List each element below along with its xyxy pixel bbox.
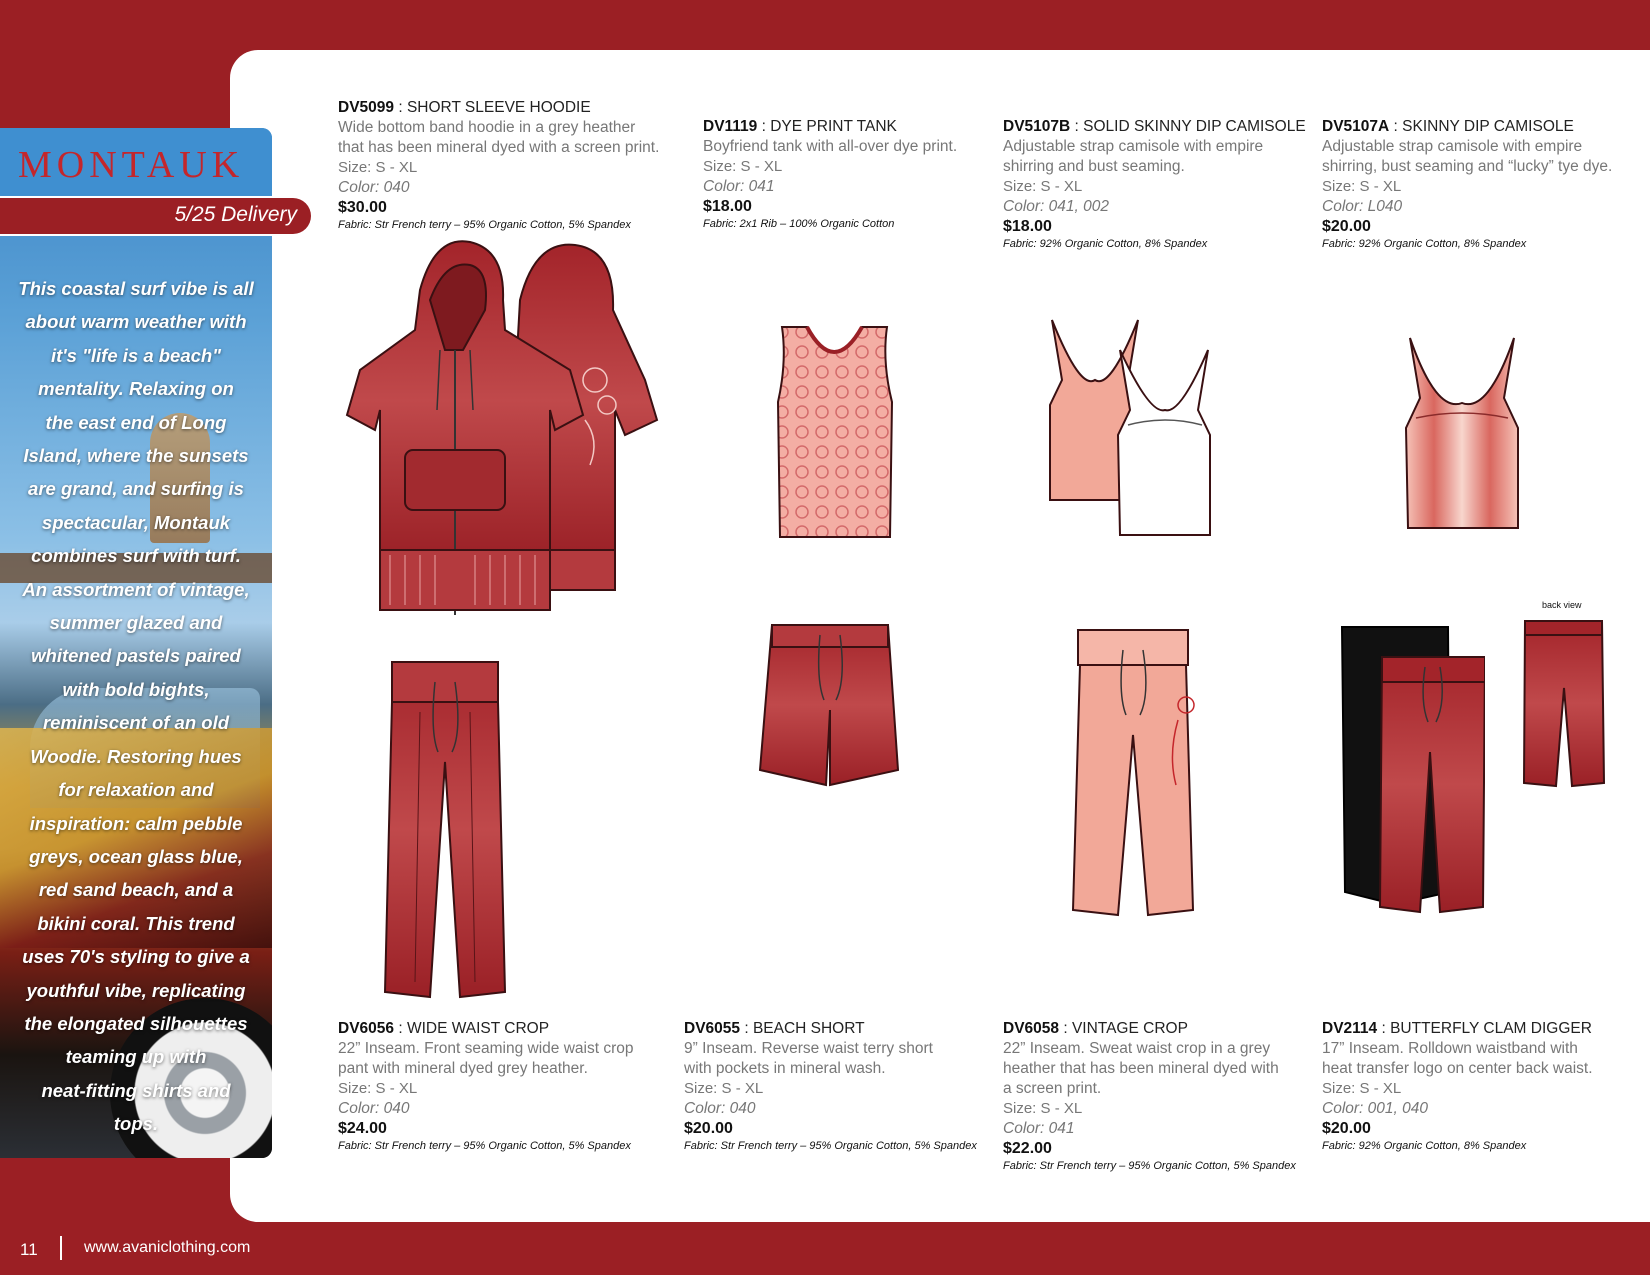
product-title: DV1119 : DYE PRINT TANK bbox=[703, 118, 897, 135]
product-price: $24.00 bbox=[338, 1120, 387, 1137]
product-code: DV2114 bbox=[1322, 1020, 1378, 1037]
delivery-badge bbox=[0, 196, 313, 236]
product-desc: Adjustable strap camisole with empire shirring and bust seaming. bbox=[1003, 138, 1264, 175]
product-price: $20.00 bbox=[1322, 218, 1371, 235]
product-desc: Adjustable strap camisole with empire shirring, bust seaming and “lucky” tye dye. bbox=[1322, 138, 1613, 175]
product-title: DV5107A : SKINNY DIP CAMISOLE bbox=[1322, 118, 1574, 135]
product-dv6056 bbox=[338, 1019, 668, 1153]
product-fabric: Fabric: 2x1 Rib – 100% Organic Cotton bbox=[703, 218, 895, 230]
product-name: BUTTERFLY CLAM DIGGER bbox=[1390, 1020, 1592, 1037]
product-code: DV6056 bbox=[338, 1020, 395, 1037]
product-price: $18.00 bbox=[1003, 218, 1052, 235]
dye-print-tank-sketch bbox=[772, 322, 897, 542]
product-title: DV6056 : WIDE WAIST CROP bbox=[338, 1020, 550, 1037]
product-name: VINTAGE CROP bbox=[1071, 1020, 1188, 1037]
product-code: DV5107B bbox=[1003, 118, 1071, 135]
product-name: SKINNY DIP CAMISOLE bbox=[1402, 118, 1574, 135]
product-dv2114 bbox=[1322, 1019, 1650, 1153]
clam-digger-back-sketch bbox=[1522, 618, 1607, 788]
product-fabric: Fabric: 92% Organic Cotton, 8% Spandex bbox=[1322, 238, 1527, 250]
product-fabric: Fabric: Str French terry – 95% Organic Cotton, 5% Spandex bbox=[1003, 1160, 1296, 1172]
product-desc: 17” Inseam. Rolldown waistband with heat transfer logo on center back waist. bbox=[1322, 1040, 1593, 1077]
product-color: Color: 041 bbox=[1003, 1120, 1075, 1137]
product-dv5107a bbox=[1322, 117, 1650, 251]
solid-camisole-sketch bbox=[1040, 310, 1230, 540]
product-color: Color: 041 bbox=[703, 178, 775, 195]
story-text: This coastal surf vibe is all about warm weather with it's "life is a beach" mentality. Relaxing on the east end of Long Island, where the sunsets are grand, and surfing is spectacular, Montauk combines surf with turf. An assortment of vintage, summer glazed and whitened pastels paired with bold bights, reminiscent of an old Woodie. Restoring hues for relaxation and inspiration: calm pebble greys, ocean glass blue, red sand beach, and a bikini coral. This trend uses 70's styling to give a youthful vibe, replicating the elongated silhouettes teaming up with neat-fitting shirts and tops. bbox=[18, 278, 254, 1135]
product-code: DV5107A bbox=[1322, 118, 1390, 135]
product-size: Size: S - XL bbox=[703, 158, 783, 175]
product-price: $20.00 bbox=[1322, 1120, 1371, 1137]
beach-short-sketch bbox=[758, 620, 903, 790]
product-dv5099 bbox=[338, 98, 668, 232]
product-size: Size: S - XL bbox=[1003, 1100, 1083, 1117]
product-price: $18.00 bbox=[703, 198, 752, 215]
vintage-crop-sketch bbox=[1068, 625, 1198, 920]
footer bbox=[0, 1224, 1650, 1275]
product-title: DV2114 : BUTTERFLY CLAM DIGGER bbox=[1322, 1020, 1592, 1037]
footer-divider bbox=[60, 1236, 62, 1260]
product-color: Color: 041, 002 bbox=[1003, 198, 1109, 215]
page-number: 11 bbox=[20, 1240, 38, 1259]
delivery-date: 5/25 Delivery bbox=[174, 203, 297, 226]
product-title: DV5107B : SOLID SKINNY DIP CAMISOLE bbox=[1003, 118, 1306, 135]
product-name: WIDE WAIST CROP bbox=[406, 1020, 550, 1037]
product-size: Size: S - XL bbox=[1003, 178, 1083, 195]
product-name: SOLID SKINNY DIP CAMISOLE bbox=[1083, 118, 1306, 135]
product-dv5107b bbox=[1003, 117, 1333, 251]
tie-dye-camisole-sketch bbox=[1398, 333, 1526, 533]
product-name: DYE PRINT TANK bbox=[770, 118, 897, 135]
product-title: DV6058 : VINTAGE CROP bbox=[1003, 1020, 1188, 1037]
website-link[interactable]: www.avaniclothing.com bbox=[84, 1239, 251, 1256]
product-fabric: Fabric: Str French terry – 95% Organic Cotton, 5% Spandex bbox=[684, 1140, 977, 1152]
product-color: Color: 001, 040 bbox=[1322, 1100, 1428, 1117]
product-dv1119 bbox=[703, 117, 1033, 231]
product-desc: 9” Inseam. Reverse waist terry short with pockets in mineral wash. bbox=[684, 1040, 933, 1077]
product-size: Size: S - XL bbox=[1322, 1080, 1402, 1097]
product-size: Size: S - XL bbox=[338, 159, 418, 176]
product-fabric: Fabric: 92% Organic Cotton, 8% Spandex bbox=[1003, 238, 1208, 250]
product-desc: 22” Inseam. Front seaming wide waist crop pant with mineral dyed grey heather. bbox=[338, 1040, 634, 1077]
product-color: Color: 040 bbox=[338, 1100, 410, 1117]
product-title: DV5099 : SHORT SLEEVE HOODIE bbox=[338, 99, 591, 116]
product-color: Color: 040 bbox=[684, 1100, 756, 1117]
product-code: DV1119 bbox=[703, 118, 758, 135]
clam-digger-sketch bbox=[1340, 622, 1485, 917]
product-desc: Wide bottom band hoodie in a grey heather that has been mineral dyed with a screen print. bbox=[338, 119, 660, 156]
product-dv6055 bbox=[684, 1019, 1014, 1153]
product-name: SHORT SLEEVE HOODIE bbox=[406, 99, 591, 116]
collection-title: MONTAUK bbox=[18, 144, 245, 186]
product-title: DV6055 : BEACH SHORT bbox=[684, 1020, 865, 1037]
product-color: Color: 040 bbox=[338, 179, 410, 196]
product-fabric: Fabric: Str French terry – 95% Organic Cotton, 5% Spandex bbox=[338, 219, 631, 231]
product-price: $30.00 bbox=[338, 199, 387, 216]
product-size: Size: S - XL bbox=[338, 1080, 418, 1097]
product-code: DV5099 bbox=[338, 99, 395, 116]
product-fabric: Fabric: Str French terry – 95% Organic Cotton, 5% Spandex bbox=[338, 1140, 631, 1152]
wide-waist-crop-sketch bbox=[370, 652, 520, 1012]
product-code: DV6058 bbox=[1003, 1020, 1060, 1037]
product-price: $22.00 bbox=[1003, 1140, 1052, 1157]
product-code: DV6055 bbox=[684, 1020, 741, 1037]
product-desc: 22” Inseam. Sweat waist crop in a grey heather that has been mineral dyed with a screen print. bbox=[1003, 1040, 1279, 1097]
hoodie-sketch bbox=[345, 240, 665, 635]
product-color: Color: L040 bbox=[1322, 198, 1403, 215]
product-fabric: Fabric: 92% Organic Cotton, 8% Spandex bbox=[1322, 1140, 1527, 1152]
product-desc: Boyfriend tank with all-over dye print. bbox=[703, 138, 958, 155]
product-size: Size: S - XL bbox=[684, 1080, 764, 1097]
product-price: $20.00 bbox=[684, 1120, 733, 1137]
back-view-label: back view bbox=[1542, 600, 1582, 610]
product-dv6058 bbox=[1003, 1019, 1333, 1173]
product-name: BEACH SHORT bbox=[752, 1020, 865, 1037]
product-size: Size: S - XL bbox=[1322, 178, 1402, 195]
